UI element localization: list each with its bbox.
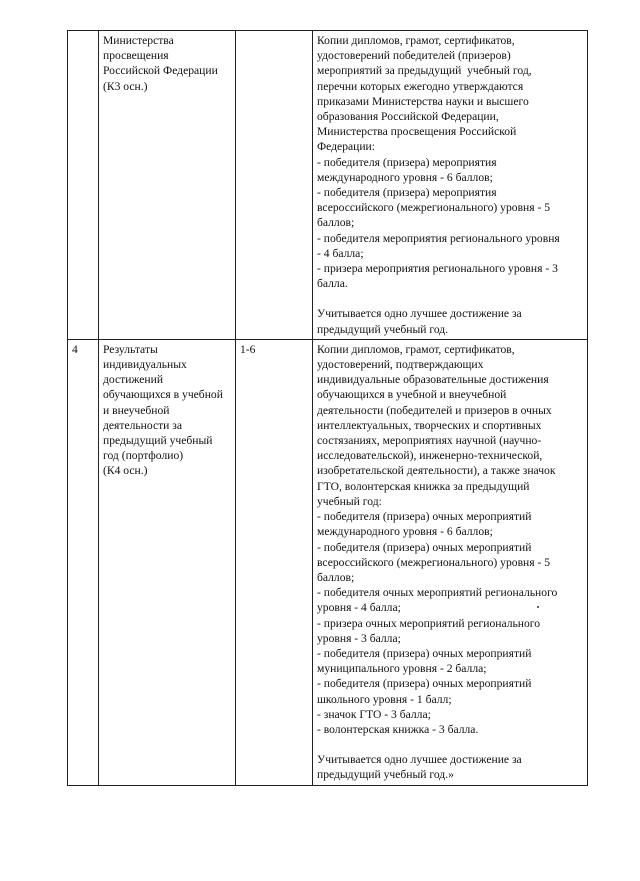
score-cell	[236, 339, 313, 785]
criterion-name-cell	[99, 339, 236, 785]
score-cell	[236, 31, 313, 340]
criterion-name-cell	[99, 31, 236, 340]
criterion-note: Учитывается одно лучшее достижение за предыдущий учебный год.	[317, 307, 522, 336]
criterion-name: Результаты индивидуальных достижений обучающихся в учебной и внеучебной деятельности за предыдущий учебный год (портфолио) (К4 осн.)	[103, 342, 223, 478]
scan-speck	[537, 606, 539, 608]
criterion-name: Министерства просвещения Российской Федерации (К3 осн.)	[103, 34, 218, 93]
criteria-table	[67, 30, 588, 786]
criterion-description: Копии дипломов, грамот, сертификатов, удостоверений, подтверждающих индивидуальные образовательные достижения обучающихся в учебной и внеучебной деятельности (победителей и призеров в очных интеллектуальных, творческих и спортивных состязаниях, мероприятиях научной (научно- исследовательской), инженерно-технической, изобретательской деятельности), а также значок ГТО, волонтерская книжка за предыдущий учебный год: - победителя (призера) очных мероприятий международного уровня - 6 баллов; - победителя (призера) очных мероприятий всероссийского (межрегионального) уровня - 5 баллов; - победителя очных мероприятий регионального уровня - 4 балла; - призера очных мероприятий регионального уровня - 3 балла; - победителя (призера) очных мероприятий муниципального уровня - 2 балла; - победителя (призера) очных мероприятий школьного уровня - 1 балл; - значок ГТО - 3 балла; - волонтерская книжка - 3 балла.	[317, 342, 558, 736]
row-number-cell	[68, 31, 99, 340]
description-cell	[313, 339, 588, 785]
table-row	[68, 339, 588, 785]
row-number: 4	[72, 342, 78, 356]
description-cell	[313, 31, 588, 340]
table-row	[68, 31, 588, 340]
criterion-description: Копии дипломов, грамот, сертификатов, удостоверений победителей (призеров) мероприятий за предыдущий учебный год, перечни которых ежегодно утверждаются приказами Министерства науки и высшего образования Российской Федерации, Министерства просвещения Российской Федерации: - победителя (призера) мероприятия международного уровня - 6 баллов; - победителя (призера) мероприятия всероссийского (межрегионального) уровня - 5 баллов; - победителя мероприятия регионального уровня - 4 балла; - призера мероприятия регионального уровня - 3 балла.	[317, 34, 560, 291]
criterion-note: Учитывается одно лучшее достижение за предыдущий учебный год.»	[317, 753, 522, 782]
score-range: 1-6	[240, 342, 256, 356]
row-number-cell	[68, 339, 99, 785]
